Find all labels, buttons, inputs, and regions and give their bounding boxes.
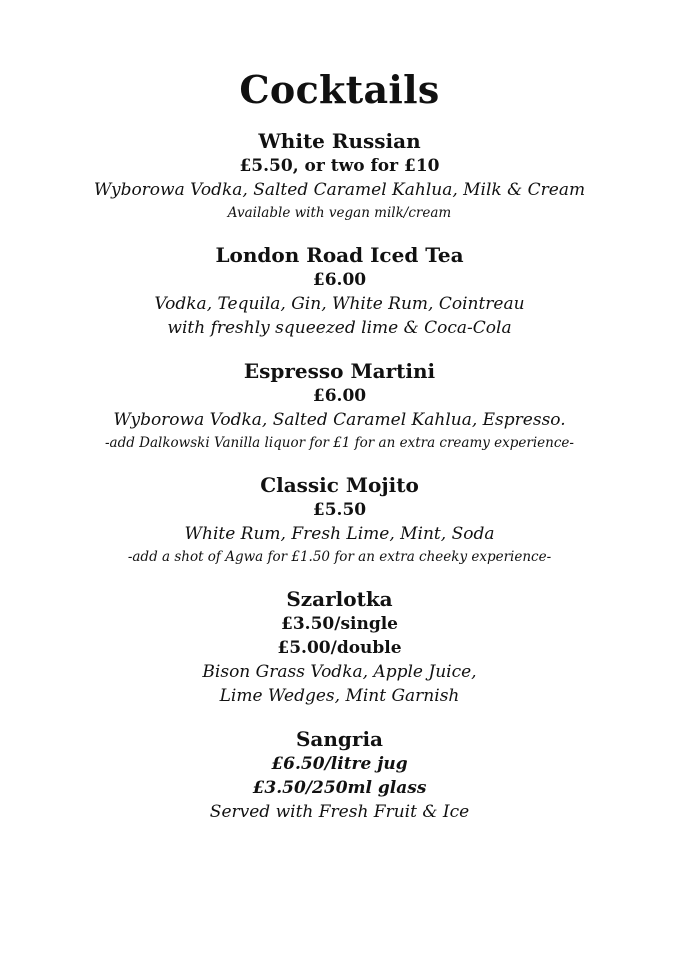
- cocktail-ingredients: with freshly squeezed lime & Coca-Cola: [167, 318, 512, 338]
- cocktail-price: £5.00/double: [277, 638, 402, 658]
- cocktail-name: Classic Mojito: [260, 473, 419, 497]
- cocktail-name: London Road Iced Tea: [215, 243, 464, 267]
- cocktail-price: £6.00: [312, 386, 367, 406]
- cocktail-price: £5.50: [312, 500, 367, 520]
- cocktail-name: White Russian: [258, 129, 421, 153]
- cocktail-ingredients: Wyborowa Vodka, Salted Caramel Kahlua, Milk & Cream: [93, 180, 586, 200]
- cocktail-item: [0, 358, 679, 454]
- cocktail-note: -add a shot of Agwa for £1.50 for an extra cheeky experience-: [127, 549, 552, 565]
- cocktail-ingredients: Bison Grass Vodka, Apple Juice,: [202, 662, 477, 682]
- cocktail-item: [0, 586, 679, 708]
- cocktail-price: £3.50/single: [281, 614, 398, 634]
- menu-title: Cocktails: [239, 67, 440, 112]
- cocktail-price: £5.50, or two for £10: [239, 156, 440, 176]
- cocktail-note: -add Dalkowski Vanilla liquor for £1 for an extra creamy experience-: [105, 435, 574, 451]
- cocktail-ingredients: Vodka, Tequila, Gin, White Rum, Cointreau: [154, 294, 525, 314]
- cocktail-list: [0, 128, 679, 824]
- cocktail-price: £6.50/litre jug: [271, 754, 408, 774]
- cocktail-item: [0, 242, 679, 340]
- cocktail-item: [0, 726, 679, 824]
- cocktail-price: £6.00: [312, 270, 367, 290]
- cocktail-item: [0, 472, 679, 568]
- cocktail-name: Espresso Martini: [243, 359, 436, 383]
- cocktail-ingredients: Lime Wedges, Mint Garnish: [219, 686, 460, 706]
- cocktail-price: £3.50/250ml glass: [252, 778, 427, 798]
- cocktail-item: [0, 128, 679, 224]
- cocktail-ingredients: White Rum, Fresh Lime, Mint, Soda: [184, 524, 495, 544]
- cocktail-ingredients: Served with Fresh Fruit & Ice: [209, 802, 470, 822]
- cocktail-name: Sangria: [295, 727, 384, 751]
- cocktail-name: Szarlotka: [286, 587, 393, 611]
- cocktail-ingredients: Wyborowa Vodka, Salted Caramel Kahlua, Espresso.: [113, 410, 566, 430]
- cocktail-note: Available with vegan milk/cream: [227, 205, 452, 221]
